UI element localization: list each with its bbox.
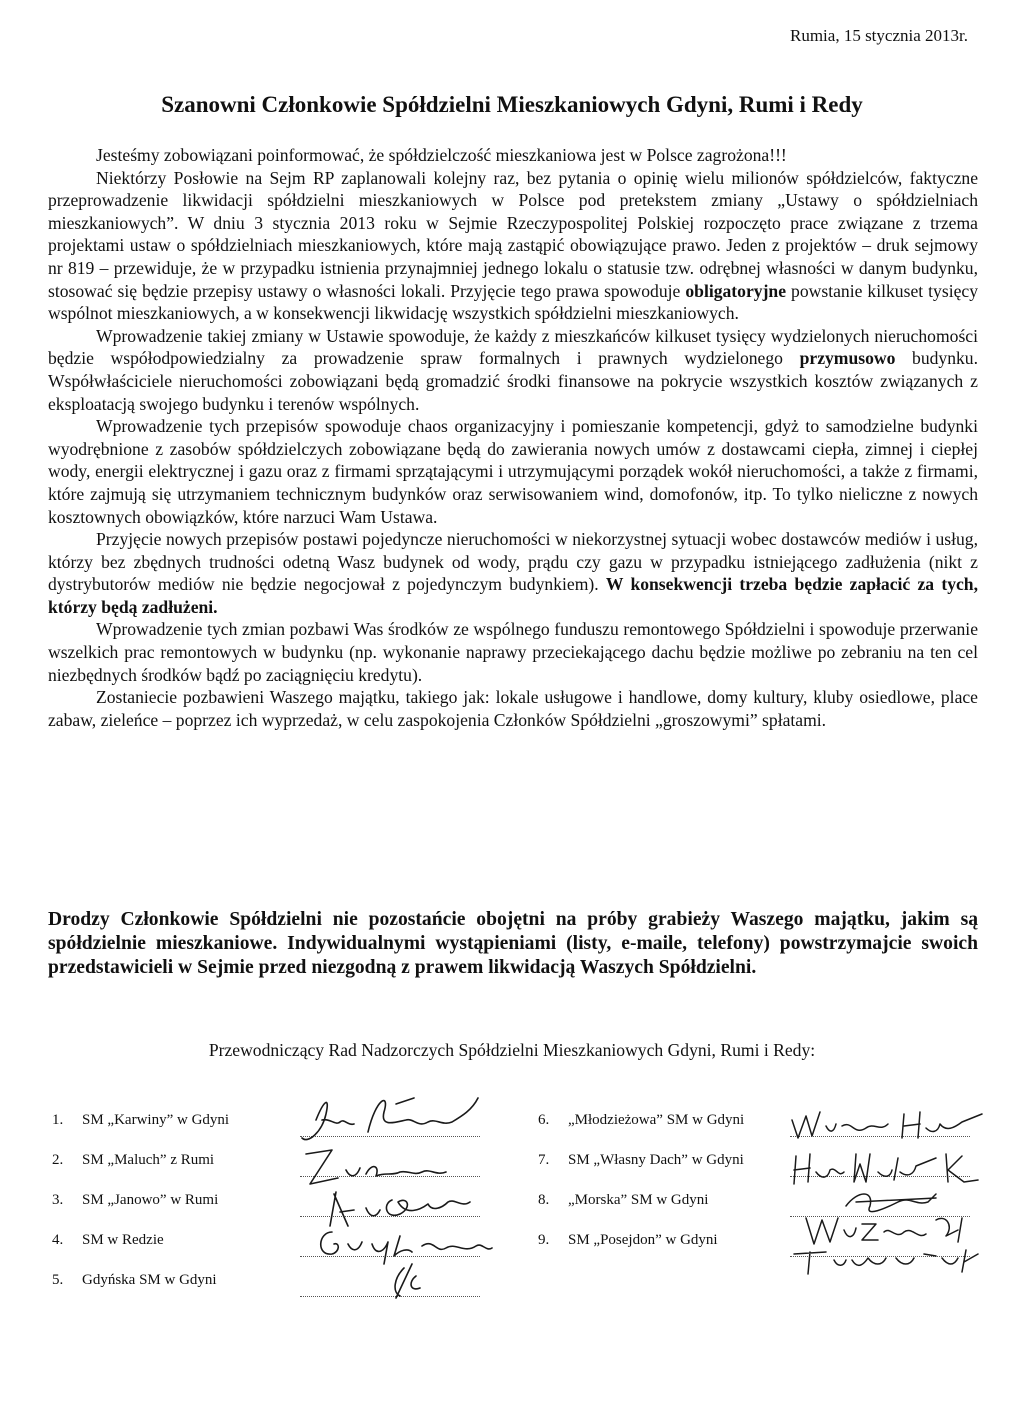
signatory-row	[538, 1152, 744, 1178]
paragraph-7: Zostaniecie pozbawieni Waszego majątku, takiego jak: lokale usługowe i handlowe, domy kultury, kluby osiedlowe, place zabaw, zieleńce – poprzez ich wyprzedaż, w celu zaspokojenia Członków Spółdzielni „groszowymi” spłatami.	[48, 687, 978, 730]
signatory-number: 2.	[52, 1152, 64, 1168]
signatory-row	[538, 1192, 708, 1218]
signatory-name: SM „Własny Dach” w Gdyni	[568, 1152, 744, 1168]
paragraph-2-text-end: powstanie kilkuset tysięcy wspólnot mieszkaniowych, a w konsekwencji likwidację wszystkich spółdzielni mieszkaniowych.	[48, 280, 978, 324]
handwritten-signatures-left	[296, 1092, 496, 1302]
signatory-row	[52, 1152, 214, 1178]
appeal-paragraph: Drodzy Członkowie Spółdzielni nie pozostańcie obojętni na próby grabieży Waszego majątku, jakim są spółdzielnie mieszkaniowe. Indywidualnymi wystąpieniami (listy, e-maile, telefony) powstrzymajcie swoich przedstawicieli w Sejmie przed niezgodną z prawem likwidacją Waszych Spółdzielni.	[48, 909, 978, 978]
paragraph-6: Wprowadzenie tych zmian pozbawi Was środków ze wspólnego funduszu remontowego Spółdzielni i spowoduje przerwanie wszelkich prac remontowych w budynku (np. wykonanie naprawy przeciekającego dachu będzie możliwe po zebraniu na ten cel niezbędnych środków bądź po zaciągnięciu kredytu).	[48, 619, 978, 685]
signatories-right	[538, 1112, 788, 1272]
signatory-row	[538, 1232, 718, 1258]
signatory-row	[52, 1232, 164, 1258]
signatory-number: 4.	[52, 1232, 64, 1248]
paragraph-5-text: Przyjęcie nowych przepisów postawi pojedyncze nieruchomości w niekorzystnej sytuacji wobec dostawców mediów i usług, którzy bez zbędnych trudności odetną Wasz budynek od wody, prądu czy gazu w przypadku istniejącego zadłużenia (nikt z dystrybutorów mediów nie będzie negocjował z pojedynczym budynkiem).	[48, 529, 978, 595]
paragraph-3-emphasis: przymusowo	[799, 348, 896, 369]
letter-body	[48, 144, 978, 731]
signatory-number: 7.	[538, 1152, 550, 1168]
signatory-name: SM „Karwiny” w Gdyni	[82, 1112, 230, 1128]
signatory-name: SM „Janowo” w Rumi	[82, 1192, 219, 1208]
paragraph-2-emphasis: obligatoryjne	[685, 280, 787, 301]
paragraph-2	[48, 167, 978, 325]
signatory-name: Gdyńska SM w Gdyni	[82, 1272, 217, 1288]
handwritten-signatures-right	[786, 1094, 986, 1284]
paragraph-5-emphasis: W konsekwencji trzeba będzie zapłacić za tych, którzy będą zadłużeni.	[48, 574, 978, 617]
signatory-number: 8.	[538, 1192, 550, 1208]
letter-title: Szanowni Członkowie Spółdzielni Mieszkaniowych Gdyni, Rumi i Redy	[161, 92, 863, 117]
signatory-number: 5.	[52, 1272, 64, 1288]
signatory-number: 6.	[538, 1112, 550, 1128]
paragraph-5	[48, 528, 978, 618]
signatory-number: 3.	[52, 1192, 64, 1208]
signatory-number: 9.	[538, 1232, 550, 1248]
signatory-name: SM w Redzie	[82, 1232, 164, 1248]
letter-date: Rumia, 15 stycznia 2013r.	[789, 26, 968, 45]
signatory-row	[52, 1272, 217, 1298]
paragraph-1: Jesteśmy zobowiązani poinformować, że spółdzielczość mieszkaniowa jest w Polsce zagrożona!!!	[96, 145, 787, 165]
signatory-row	[538, 1112, 744, 1138]
paragraph-3	[48, 325, 978, 415]
paragraph-2-text: Niektórzy Posłowie na Sejm RP zaplanowali kolejny raz, bez pytania o opinię wielu milionów spółdzielców, faktyczne przeprowadzenie likwidacji spółdzielni mieszkaniowych w Polsce pod pretekstem zmiany „Ustawy o spółdzielniach mieszkaniowych”. W dniu 3 stycznia 2013 roku w Sejmie Rzeczypospolitej Polskiej rozpoczęto prace związane z trzema projektami ustaw o spółdzielniach mieszkaniowych, które mają zastąpić obowiązujące prawo. Jeden z projektów – druk sejmowy nr 819 – przewiduje, że w przypadku istnienia przynajmniej jednego lokalu o statusie tzw. odrębnej własności w danym budynku, stosować się będzie przepisy ustawy o własności lokali. Przyjęcie tego prawa spowoduje	[48, 167, 978, 301]
signatory-name: SM „Maluch” z Rumi	[82, 1152, 215, 1168]
signatory-number: 1.	[52, 1112, 64, 1128]
paragraph-4: Wprowadzenie tych przepisów spowoduje chaos organizacyjny i pomieszanie kompetencji, gdyż to samodzielne budynki wyodrębnione z zasobów spółdzielczych zobowiązane będą do zawierania nowych umów z dostawcami ciepła, zimnej i ciepłej wody, energii elektrycznej i gazu oraz z firmami sprzątającymi i utrzymującymi porządek wokół nieruchomości, a także z firmami, które zajmują się utrzymaniem technicznym budynków oraz serwisowaniem wind, domofonów, itp. To tylko nieliczne z nowych kosztownych obowiązków, które narzuci Wam Ustawa.	[48, 416, 978, 527]
paragraph-3-text: Wprowadzenie takiej zmiany w Ustawie spowoduje, że każdy z mieszkańców kilkuset tysięcy wydzielonych nieruchomości będzie współodpowiedzialny za prowadzenie spraw formalnych i prawnych wydzielonego	[48, 325, 978, 369]
chair-line: Przewodniczący Rad Nadzorczych Spółdzielni Mieszkaniowych Gdyni, Rumi i Redy:	[208, 1040, 816, 1060]
paragraph-3-text-end: budynku. Współwłaściciele nieruchomości zobowiązani będą gromadzić środki finansowe na pokrycie wszystkich kosztów związanych z eksploatacją swojego budynku i terenów wspólnych.	[48, 348, 979, 414]
signatory-row	[52, 1192, 218, 1218]
signatory-name: „Morska” SM w Gdyni	[568, 1192, 709, 1208]
signatory-name: „Młodzieżowa” SM w Gdyni	[568, 1112, 745, 1128]
signatory-row	[52, 1112, 229, 1138]
signatory-name: SM „Posejdon” w Gdyni	[568, 1232, 718, 1248]
